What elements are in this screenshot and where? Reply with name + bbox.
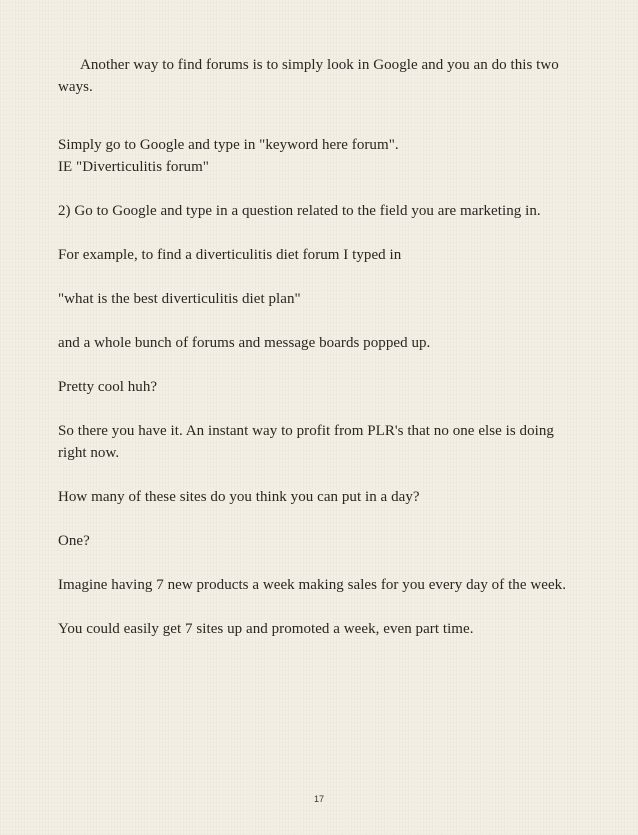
document-body bbox=[58, 54, 584, 640]
paragraph-answer: One? bbox=[58, 533, 90, 549]
paragraph-imagine: Imagine having 7 new products a week making sales for you every day of the week. bbox=[58, 577, 567, 593]
paragraph-question: How many of these sites do you think you can put in a day? bbox=[58, 489, 420, 505]
paragraph-example-query: "what is the best diverticulitis diet plan" bbox=[58, 291, 301, 307]
paragraph-remark: Pretty cool huh? bbox=[58, 379, 158, 395]
paragraph-intro: Another way to find forums is to simply look in Google and you an do this two ways. bbox=[58, 57, 559, 95]
paragraph-example-one: IE "Diverticulitis forum" bbox=[58, 159, 209, 175]
paragraph-step-one: Simply go to Google and type in "keyword here forum". bbox=[58, 137, 399, 153]
paragraph-step-two: 2) Go to Google and type in a question related to the field you are marketing in. bbox=[58, 203, 541, 219]
page-number: 17 bbox=[313, 794, 324, 804]
paragraph-result: and a whole bunch of forums and message boards popped up. bbox=[58, 335, 431, 351]
paragraph-closing: You could easily get 7 sites up and promoted a week, even part time. bbox=[58, 621, 474, 637]
paragraph-example-intro: For example, to find a diverticulitis diet forum I typed in bbox=[58, 247, 402, 263]
paragraph-summary: So there you have it. An instant way to profit from PLR's that no one else is doing right now. bbox=[58, 423, 554, 461]
